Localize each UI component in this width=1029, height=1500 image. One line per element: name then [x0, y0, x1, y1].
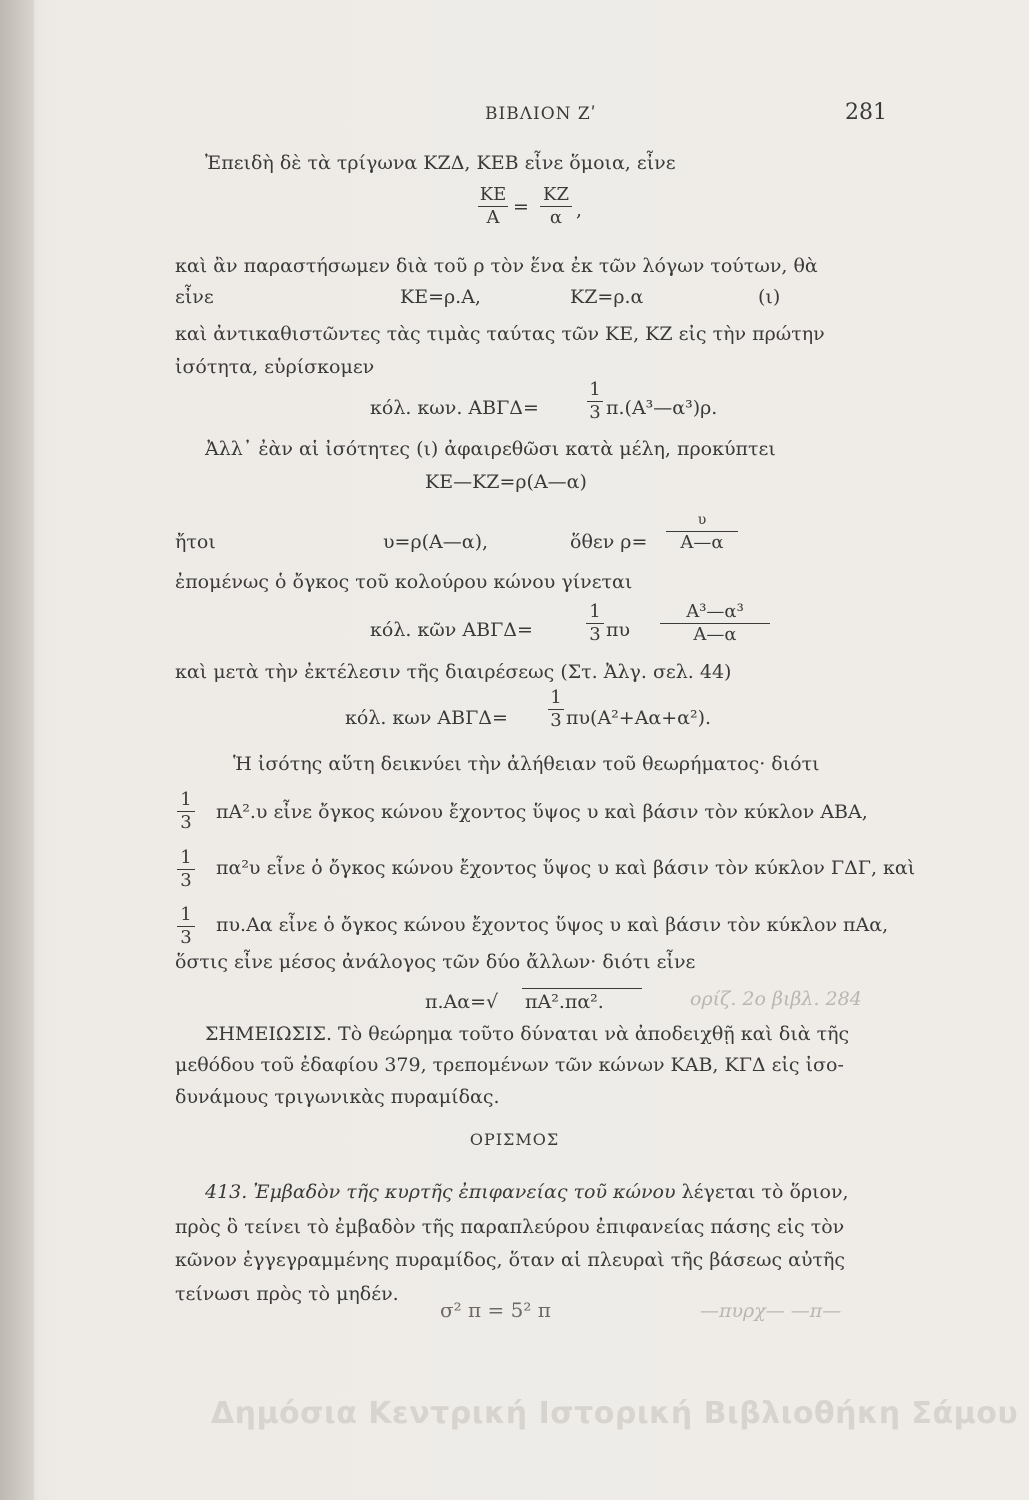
definition-term: Ἐμβαδὸν τῆς κυρτῆς ἐπιφανείας τοῦ κώνου [253, 1181, 676, 1203]
text-line: Ἡ ἰσότης αὕτη δεικνύει τὴν ἀλήθειαν τοῦ θεωρήματος· διότι [233, 753, 820, 775]
text-line [205, 1180, 849, 1204]
text-line: δυνάμους τριγωνικὰς πυραμίδας. [175, 1086, 500, 1108]
handwritten-annotation: ορίζ. 2ο βιβλ. 284 [690, 988, 862, 1010]
text-line: πυ.Αα εἶνε ὁ ὄγκος κώνου ἔχοντος ὕψος υ καὶ βάσιν τὸν κύκλον πΑα, [216, 914, 889, 936]
text-line: πα²υ εἶνε ὁ ὄγκος κώνου ἔχοντος ὕψος υ καὶ βάσιν τὸν κύκλον ΓΔΓ, καὶ [216, 857, 916, 879]
text-line: πΑ².υ εἶνε ὄγκος κώνου ἔχοντος ὕψος υ καὶ βάσιν τὸν κύκλον ΑΒΑ, [216, 801, 868, 823]
text-line: καὶ ἂν παραστήσωμεν διὰ τοῦ ρ τὸν ἕνα ἐκ τῶν λόγων τούτων, θὰ [175, 255, 818, 277]
fraction-ke-a: ΚΕ Α [479, 184, 507, 228]
fraction-kz-a: ΚΖ α [540, 185, 572, 228]
text-line: μεθόδου τοῦ ἐδαφίου 379, τρεπομένων τῶν κώνων ΚΑΒ, ΚΓΔ εἰς ἰσο- [175, 1054, 844, 1076]
equation: ΚΕ=ρ.Α, [400, 286, 481, 308]
equation: ΚΕ—ΚΖ=ρ(Α—α) [425, 471, 587, 493]
fraction-one-third: 1 3 [177, 790, 195, 833]
text-line: ὅστις εἶνε μέσος ἀνάλογος τῶν δύο ἄλλων· διότι εἶνε [175, 951, 696, 973]
equals-sign: = [513, 196, 529, 218]
equation: πυ [606, 619, 631, 641]
sqrt-vinculum [522, 988, 642, 989]
fraction-one-third: 1 3 [177, 848, 195, 891]
equation: π.Αα=√ [425, 991, 499, 1013]
text-line: τείνωσι πρὸς τὸ μηδέν. [175, 1283, 399, 1305]
text-line: ἰσότητα, εὑρίσκομεν [175, 356, 375, 378]
equation: κόλ. κῶν ΑΒΓΔ= [370, 619, 533, 641]
paragraph-number: 413. [205, 1181, 248, 1203]
equation-label: (ι) [758, 286, 781, 308]
text-line: πρὸς ὃ τείνει τὸ ἐμβαδὸν τῆς παραπλεύρου ἐπιφανείας πάσης εἰς τὸν [175, 1216, 845, 1238]
fraction-a3-minus-a3: Α³—α³ Α—α [660, 602, 770, 645]
equation: ΚΖ=ρ.α [570, 286, 644, 308]
equation: ὅθεν ρ= [570, 531, 648, 553]
text-line: καὶ ἀντικαθιστῶντες τὰς τιμὰς ταύτας τῶν ΚΕ, ΚΖ εἰς τὴν πρώτην [175, 323, 825, 345]
text-line: ἐπομένως ὁ ὄγκος τοῦ κολούρου κώνου γίνεται [175, 571, 633, 593]
fraction-one-third: 1 3 [587, 380, 603, 423]
page-header [0, 100, 1029, 134]
fraction-one-third: 1 3 [586, 602, 604, 645]
definition-text: λέγεται τὸ ὅριον, [681, 1181, 849, 1203]
text-line: Ἐπειδὴ δὲ τὰ τρίγωνα ΚΖΔ, ΚΕΒ εἶνε ὅμοια, εἶνε [205, 152, 676, 174]
section-heading: ΟΡΙΣΜΟΣ [469, 1130, 560, 1149]
fraction-one-third: 1 3 [177, 905, 195, 948]
page-number: 281 [845, 100, 887, 125]
equation: κόλ. κων ΑΒΓΔ= [345, 707, 508, 729]
fraction-one-third: 1 3 [548, 688, 564, 731]
book-binding-shadow [0, 0, 34, 1500]
text-line: Ἀλλ᾽ ἐὰν αἱ ἰσότητες (ι) ἀφαιρεθῶσι κατὰ μέλη, προκύπτει [205, 438, 776, 460]
fraction-u-over-a-minus-a: υ Α—α [666, 510, 738, 553]
library-watermark: Δημόσια Κεντρική Ιστορική Βιβλιοθήκη Σάμου [210, 1396, 1019, 1431]
equation: π.(Α³—α³)ρ. [606, 397, 718, 419]
equation: πυ(Α²+Αα+α²). [566, 707, 712, 729]
running-head: ΒΙΒΛΙΟΝ Ζʹ [485, 104, 597, 124]
text-line: κῶνον ἐγγεγραμμένης πυραμίδος, ὅταν αἱ πλευραὶ τῆς βάσεως αὐτῆς [175, 1249, 846, 1271]
comma: , [576, 199, 583, 221]
text-line: εἶνε [175, 286, 214, 308]
equation: πΑ².πα². [525, 991, 604, 1013]
text-word: ἤτοι [175, 531, 216, 553]
handwritten-annotation: σ² π = 5² π [440, 1298, 551, 1322]
equation: υ=ρ(Α—α), [383, 531, 489, 553]
handwritten-annotation: —πυρχ— —π— [700, 1300, 842, 1322]
text-line: καὶ μετὰ τὴν ἐκτέλεσιν τῆς διαιρέσεως (Στ. Ἀλγ. σελ. 44) [175, 661, 732, 683]
equation: κόλ. κων. ΑΒΓΔ= [370, 397, 539, 419]
text-line: ΣΗΜΕΙΩΣΙΣ. Τὸ θεώρημα τοῦτο δύναται νὰ ἀποδειχθῇ καὶ διὰ τῆς [205, 1023, 850, 1045]
